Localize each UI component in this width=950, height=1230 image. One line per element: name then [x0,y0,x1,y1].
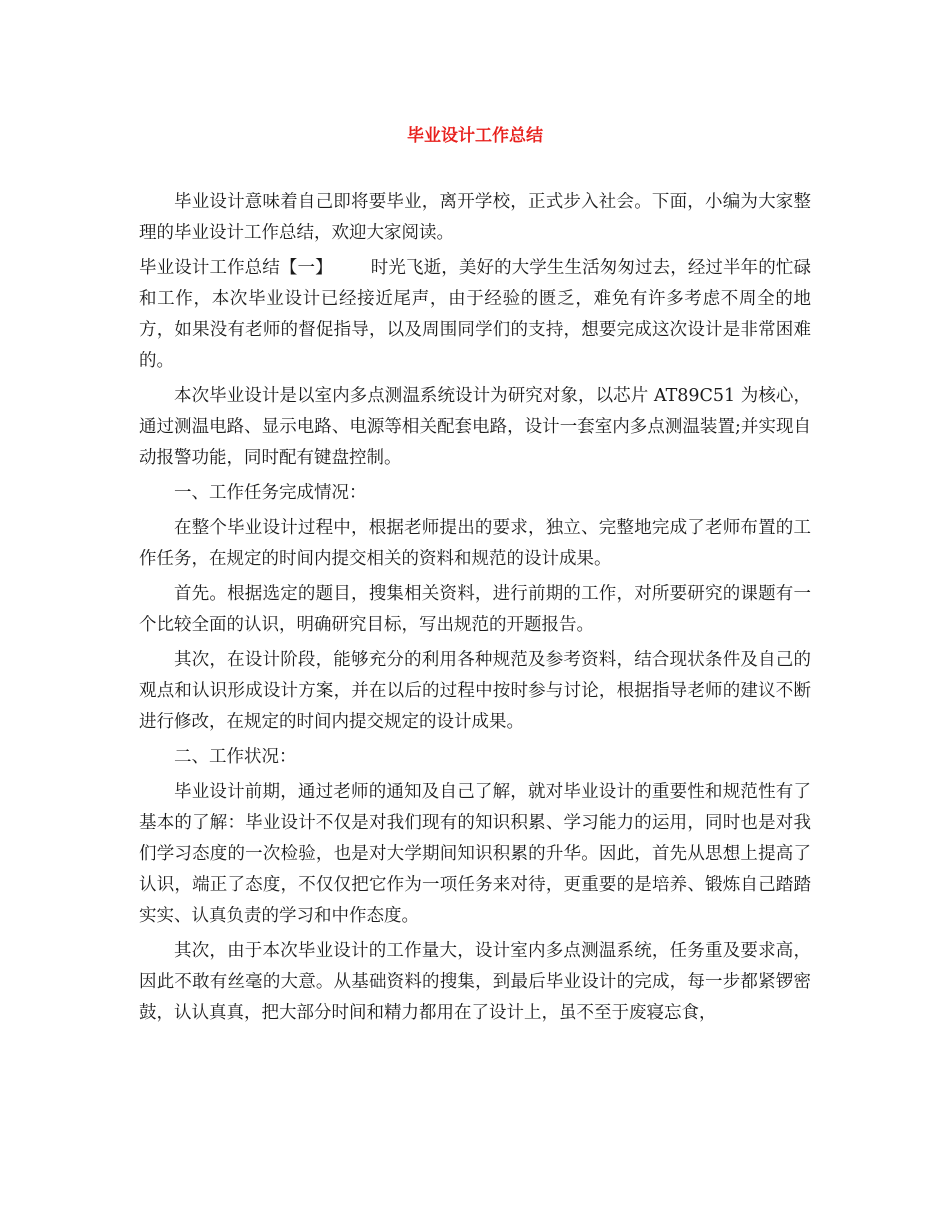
section-heading-1: 一、工作任务完成情况： [174,483,367,503]
section-heading-2: 二、工作状况： [174,747,297,767]
intro-paragraph: 毕业设计意味着自己即将要毕业，离开学校，正式步入社会。下面，小编为大家整理的毕业设计工作总结，欢迎大家阅读。 [139,192,811,243]
section1-paragraph [139,253,811,377]
body-paragraph: 首先。根据选定的题目，搜集相关资料，进行前期的工作，对所要研究的课题有一个比较全面的认识，明确研究目标，写出规范的开题报告。 [139,584,811,635]
section1-heading: 毕业设计工作总结【一】 [139,258,333,278]
body-paragraph: 其次，由于本次毕业设计的工作量大，设计室内多点测温系统，任务重及要求高，因此不敢有丝毫的大意。从基础资料的搜集，到最后毕业设计的完成，每一步都紧锣密鼓，认认真真，把大部分时间和精力都用在了设计上，虽不至于废寝忘食， [139,941,811,1023]
body-paragraph: 毕业设计前期，通过老师的通知及自己了解，就对毕业设计的重要性和规范性有了基本的了解：毕业设计不仅是对我们现有的知识积累、学习能力的运用，同时也是对我们学习态度的一次检验，也是对大学期间知识积累的升华。因此，首先从思想上提高了认识，端正了态度，不仅仅把它作为一项任务来对待，更重要的是培养、锻炼自己踏踏实实、认真负责的学习和中作态度。 [139,782,811,926]
section1-first-text: 时光飞逝，美好的大学生生活匆匆过去，经过半年的忙碌和工作，本次毕业设计已经接近尾声，由于经验的匮乏，难免有许多考虑不周全的地方，如果没有老师的督促指导，以及周围同学们的支持，想要完成这次设计是非常困难的。 [139,258,812,371]
body-paragraph: 本次毕业设计是以室内多点测温系统设计为研究对象，以芯片 AT89C51 为核心，通过测温电路、显示电路、电源等相关配套电路，设计一套室内多点测温装置;并实现自动报警功能，同时配有键盘控制。 [139,386,811,468]
document-body [139,187,811,1033]
document-title: 毕业设计工作总结 [407,126,543,146]
body-paragraph: 其次，在设计阶段，能够充分的利用各种规范及参考资料，结合现状条件及自己的观点和认识形成设计方案，并在以后的过程中按时参与讨论，根据指导老师的建议不断进行修改，在规定的时间内提交规定的设计成果。 [139,650,811,732]
body-paragraph: 在整个毕业设计过程中，根据老师提出的要求，独立、完整地完成了老师布置的工作任务，在规定的时间内提交相关的资料和规范的设计成果。 [139,518,811,569]
